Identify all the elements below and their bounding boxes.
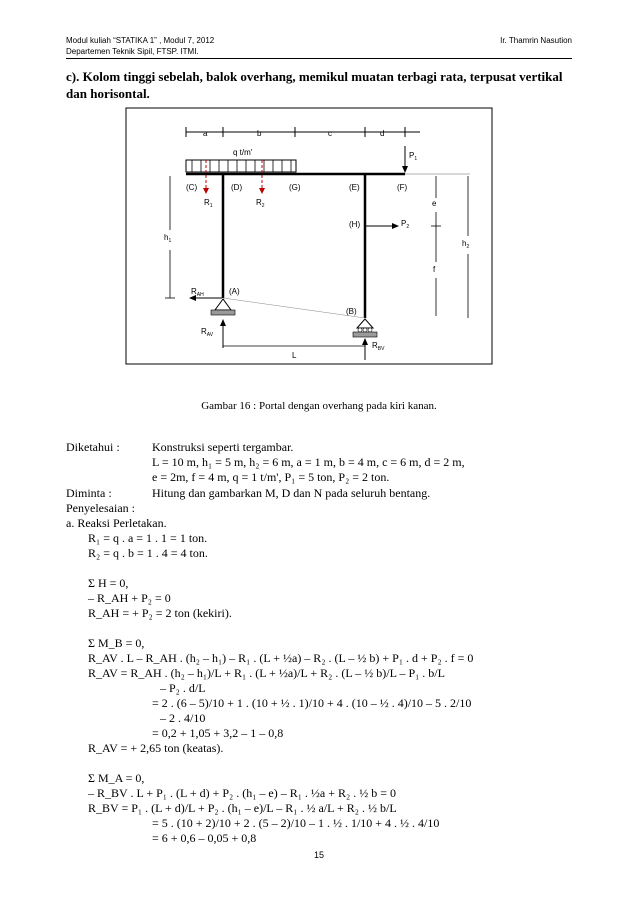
eq-sum-mb-3: – P₂ . d/L xyxy=(160,681,206,695)
node-f: (F) xyxy=(397,183,408,192)
support-a xyxy=(215,299,231,310)
section-title: c). Kolom tinggi sebelah, balok overhang, memikul muatan terbagi rata, terpusat vertikal dan horisontal. xyxy=(66,69,563,101)
figure-caption: Gambar 16 : Portal dengan overhang pada kiri kanan. xyxy=(201,400,437,412)
load-q-label: q t/m' xyxy=(233,148,253,157)
eq-sum-mb-6: = 0,2 + 1,05 + 3,2 – 1 – 0,8 xyxy=(152,726,284,740)
eq-sum-ma-2: R_BV = P₁ . (L + d)/L + P₂ . (h₁ – e)/L – R₁ . ½ a/L + R₂ . ½ b/L xyxy=(88,801,397,815)
node-h: (H) xyxy=(349,220,361,229)
diketahui-2: L = 10 m, h₁ = 5 m, h₂ = 6 m, a = 1 m, b = 4 m, c = 6 m, d = 2 m, xyxy=(152,455,465,469)
penyelesaian: Penyelesaian : xyxy=(66,501,135,515)
eq-sum-mb: Σ M_B = 0, xyxy=(88,636,145,650)
dim-e-label: e xyxy=(432,199,437,208)
eq-r1: R₁ = q . a = 1 . 1 = 1 ton. xyxy=(88,531,208,545)
diketahui-1: Konstruksi seperti tergambar. xyxy=(152,440,294,454)
dim-f-label: f xyxy=(433,265,436,274)
department: Departemen Teknik Sipil, FTSP. ITMI. xyxy=(66,47,199,56)
node-g: (G) xyxy=(289,183,301,192)
diminta-label: Diminta : xyxy=(66,486,112,500)
eq-sum-ma-4: = 6 + 0,6 – 0,05 + 0,8 xyxy=(152,831,257,845)
dim-c-label: c xyxy=(328,129,332,138)
diketahui-label: Diketahui : xyxy=(66,440,120,454)
r1-label: $R_1$ xyxy=(204,198,213,209)
r2-label: $R_2$ xyxy=(256,198,265,209)
diminta-text: Hitung dan gambarkan M, D dan N pada seluruh bentang. xyxy=(152,486,431,500)
rbv-label: $R_{BV}$ xyxy=(372,341,385,352)
figure-frame xyxy=(126,108,492,364)
rav-label: $R_{AV}$ xyxy=(201,327,214,338)
eq-sum-ma: Σ M_A = 0, xyxy=(88,771,145,785)
diketahui-3: e = 2m, f = 4 m, q = 1 t/m', P₁ = 5 ton, P₂ = 2 ton. xyxy=(152,470,390,484)
dim-b-label: b xyxy=(257,129,262,138)
dim-d-label: d xyxy=(380,129,385,138)
dim-l-label: L xyxy=(292,351,297,360)
distributed-load xyxy=(186,160,296,172)
eq-sum-mb-1: R_AV . L – R_AH . (h₂ – h₁) – R₁ . (L + ½a) – R₂ . (L – ½ b) + P₁ . d + P₂ . f = 0 xyxy=(88,651,474,665)
node-c: (C) xyxy=(186,183,198,192)
eq-r2: R₂ = q . b = 1 . 4 = 4 ton. xyxy=(88,546,208,560)
support-b xyxy=(357,319,373,328)
p1-label: $P_1$ xyxy=(409,151,418,162)
eq-sum-ma-1: – R_BV . L + P₁ . (L + d) + P₂ . (h₁ – e) – R₁ . ½a + R₂ . ½ b = 0 xyxy=(88,786,396,800)
module-title: Modul kuliah “STATIKA 1” , Modul 7, 2012 xyxy=(66,36,215,45)
p2-label: $P_2$ xyxy=(401,219,410,230)
eq-sum-ma-3: = 5 . (10 + 2)/10 + 2 . (5 – 2)/10 – 1 . ½ . 1/10 + 4 . ½ . 4/10 xyxy=(152,816,440,830)
reaksi-heading: a. Reaksi Perletakan. xyxy=(66,516,167,530)
eq-sum-h: Σ H = 0, xyxy=(88,576,129,590)
node-d: (D) xyxy=(231,183,243,192)
dim-a-label: a xyxy=(203,129,208,138)
node-b: (B) xyxy=(346,307,357,316)
h1-label: $h_1$ xyxy=(164,233,172,244)
rah-label: $R_{AH}$ xyxy=(191,287,204,298)
eq-sum-h-1: – R_AH + P₂ = 0 xyxy=(88,591,171,605)
eq-sum-h-2: R_AH = + P₂ = 2 ton (kekiri). xyxy=(88,606,232,620)
eq-sum-mb-7: R_AV = + 2,65 ton (keatas). xyxy=(88,741,224,755)
node-e: (E) xyxy=(349,183,360,192)
eq-sum-mb-5: – 2 . 4/10 xyxy=(160,711,206,725)
eq-sum-mb-4: = 2 . (6 – 5)/10 + 1 . (10 + ½ . 1)/10 + 4 . (10 – ½ . 4)/10 – 5 . 2/10 xyxy=(152,696,472,710)
eq-sum-mb-2: R_AV = R_AH . (h₂ – h₁)/L + R₁ . (L + ½a)/L + R₂ . (L – ½ b)/L – P₁ . b/L xyxy=(88,666,445,680)
author: Ir. Thamrin Nasution xyxy=(500,36,572,45)
page-number: 15 xyxy=(313,850,324,860)
h2-label: $h_2$ xyxy=(462,239,470,250)
node-a: (A) xyxy=(229,287,240,296)
